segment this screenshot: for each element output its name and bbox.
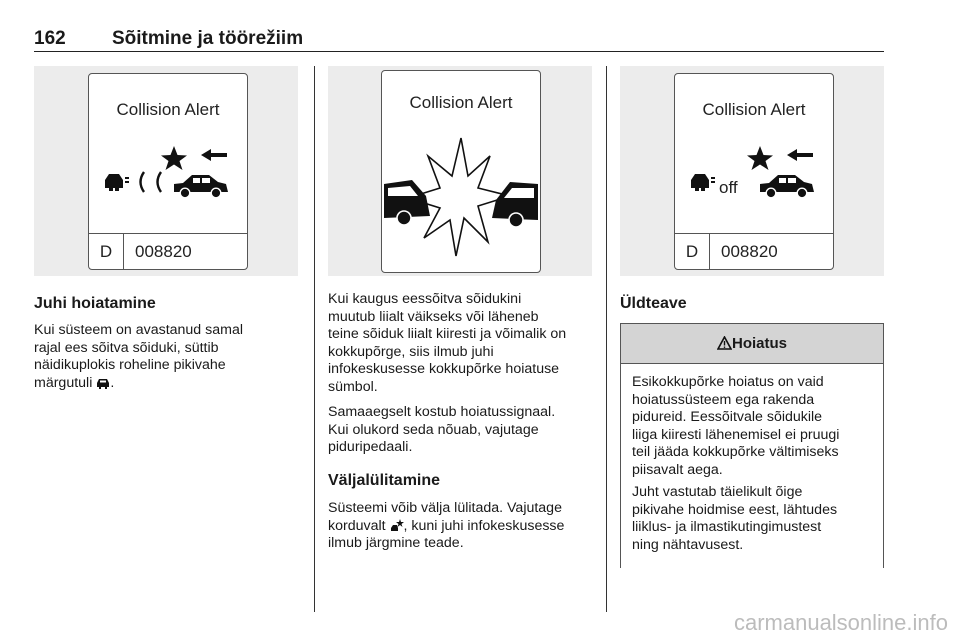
dashboard-display	[88, 73, 248, 270]
chapter-title: Sõitmine ja töörežiim	[112, 28, 304, 49]
odometer-readout: 008820	[135, 242, 192, 261]
warning-box	[620, 323, 884, 568]
page-number: 162	[34, 28, 66, 49]
display-footer	[89, 233, 247, 269]
odometer-readout: 008820	[721, 242, 778, 261]
alert-status-off: off	[719, 178, 738, 197]
dashboard-display	[674, 73, 834, 270]
column-divider-1	[314, 66, 315, 612]
display-footer	[675, 233, 833, 269]
figure-collision-alert-impact	[328, 66, 592, 276]
display-title: Collision Alert	[409, 93, 513, 112]
paragraph-driver-alert: Kui süsteem on avastanud samal rajal ees sõitva sõiduki, süttib näidikuplokis roheline pikivahe märgutuli .	[34, 322, 243, 391]
warning-paragraph-1: Esikokkupõrke hoiatus on vaid hoiatussüsteem ega rakenda pidureid. Eessõitvale sõidukile liiga kiiresti lähenemisel ei pruugi teil jääda kokkupõrke vältimiseks piisavalt aega.	[632, 374, 840, 478]
collision-icon	[382, 126, 540, 266]
vehicle-ahead-indicator-icon	[96, 377, 110, 389]
gear-indicator: D	[89, 234, 124, 269]
display-title: Collision Alert	[116, 100, 220, 119]
heading-deactivation: Väljalülitamine	[328, 472, 441, 489]
warning-title: Hoiatus	[731, 335, 787, 352]
figure-collision-alert-off	[620, 66, 884, 276]
dashboard-display	[381, 70, 541, 273]
paragraph-warning-signal: Samaaegselt kostub hoiatussignaal. Kui olukord seda nõuab, vajutage piduripedaali.	[328, 404, 556, 455]
paragraph-deactivation: Süsteemi võib välja lülitada. Vajutage korduvalt , kuni juhi infokeskusesse ilmub järgmine teade.	[328, 500, 565, 551]
gear-indicator: D	[675, 234, 710, 269]
page-header	[34, 24, 884, 52]
collision-alert-button-icon	[390, 519, 404, 532]
display-title: Collision Alert	[702, 100, 806, 119]
warning-body	[632, 374, 880, 559]
warning-triangle-icon	[717, 336, 732, 350]
heading-driver-alert: Juhi hoiatamine	[34, 295, 156, 312]
warning-paragraph-2: Juht vastutab täielikult õige pikivahe hoidmise eest, lähtudes liiklus- ja ilmastikutingimustest ning nähtavusest.	[632, 484, 838, 553]
heading-general-info: Üldteave	[620, 295, 687, 312]
paragraph-collision-warning: Kui kaugus eessõitva sõidukini muutub liialt väikseks või läheneb teine sõiduk liialt kiiresti ja võimalik on kokkupõrge, siis ilmub juhi infokeskusesse kokkupõrke hoiatuse sümbol.	[328, 291, 567, 395]
figure-collision-alert-distance	[34, 66, 298, 276]
vehicle-ahead-alert-off-icon	[675, 146, 833, 216]
watermark: carmanualsonline.info	[733, 610, 948, 635]
column-divider-2	[606, 66, 607, 612]
vehicle-ahead-detected-icon	[89, 146, 247, 216]
warning-header	[621, 324, 883, 364]
